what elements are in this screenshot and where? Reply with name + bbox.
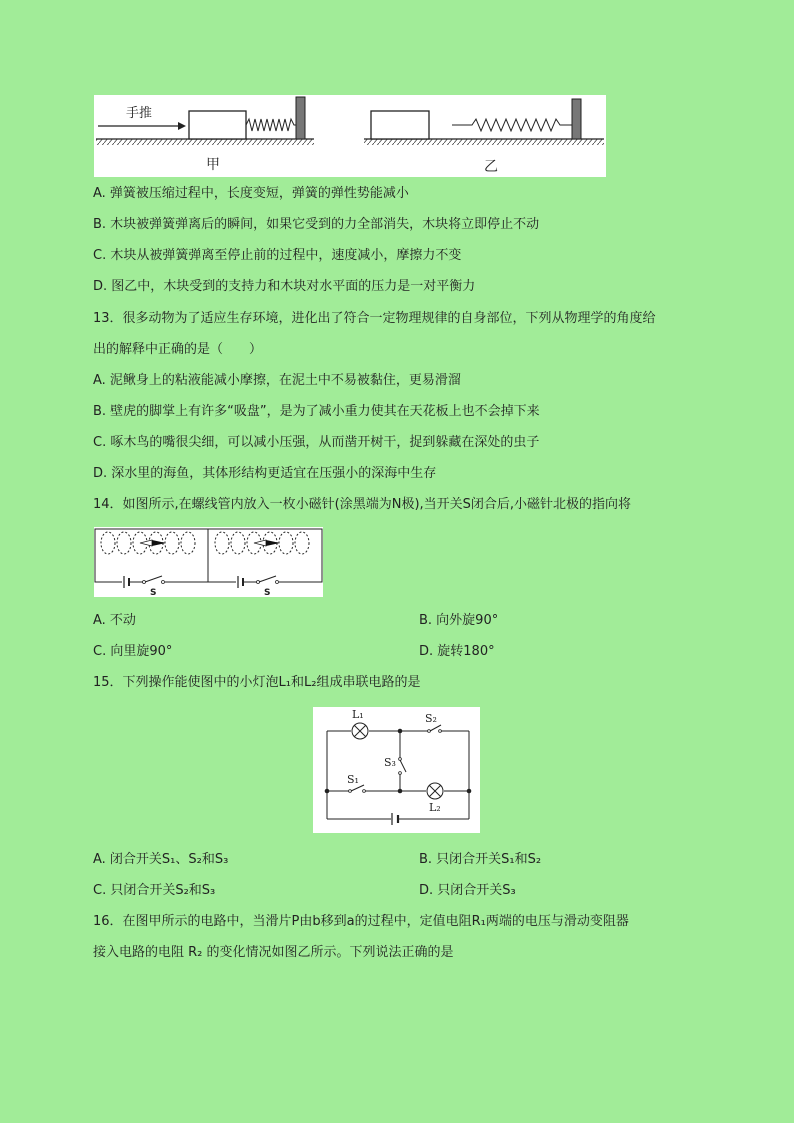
push-label: 手推 (126, 106, 153, 121)
q12-option-c: C. 木块从被弹簧弹离至停止前的过程中，速度减小，摩擦力不变 (93, 248, 462, 263)
q13-option-c: C. 啄木鸟的嘴很尖细，可以减小压强，从而凿开树干，捉到躲藏在深处的虫子 (93, 435, 540, 450)
switch-s3 (399, 758, 406, 775)
q15-option-d: D. 只闭合开关S₃ (419, 883, 516, 898)
q16-stem-line2: 接入电路的电阻 R₂ 的变化情况如图乙所示。下列说法正确的是 (93, 945, 454, 960)
spring-relaxed (452, 119, 572, 131)
q13-option-a: A. 泥鳅身上的粘液能减小摩擦，在泥土中不易被黏住，更易滑溜 (93, 373, 461, 388)
q12-option-d: D. 图乙中，木块受到的支持力和木块对水平面的压力是一对平衡力 (93, 279, 476, 294)
q14-option-b: B. 向外旋90° (419, 613, 499, 628)
label-jia: 甲 (206, 157, 220, 173)
label-l2: L₂ (429, 801, 441, 814)
q14-option-c: C. 向里旋90° (93, 644, 173, 659)
lamp-l2 (427, 783, 443, 799)
q15-option-b: B. 只闭合开关S₁和S₂ (419, 852, 542, 867)
switch-s1 (349, 785, 366, 792)
q13-option-b: B. 壁虎的脚掌上有许多“吸盘”，是为了减小重力使其在天花板上也不会掉下来 (93, 404, 540, 419)
wall-a (296, 97, 305, 139)
label-s3: S₃ (384, 756, 396, 769)
q14-option-a: A. 不动 (93, 613, 136, 628)
q15-option-c: C. 只闭合开关S₂和S₃ (93, 883, 216, 898)
compass-needle-right (254, 540, 280, 546)
block-b (371, 111, 429, 139)
label-l1: L₁ (352, 708, 364, 721)
switch-s2 (428, 725, 442, 732)
battery (392, 813, 398, 825)
compass-needle-left (140, 540, 166, 546)
q12-option-b: B. 木块被弹簧弹离后的瞬间，如果它受到的力全部消失，木块将立即停止不动 (93, 217, 540, 232)
spring-block-figure (94, 95, 606, 177)
circuit-figure (313, 707, 480, 833)
lamp-l1 (352, 723, 368, 739)
label-s2: S₂ (425, 712, 437, 725)
q15-stem: 15．下列操作能使图中的小灯泡L₁和L₂组成串联电路的是 (93, 675, 421, 690)
q14-stem: 14．如图所示,在螺线管内放入一枚小磁针(涂黑端为N极),当开关S闭合后,小磁针北极的指向将 (93, 497, 632, 512)
q12-option-a: A. 弹簧被压缩过程中，长度变短，弹簧的弹性势能减小 (93, 186, 409, 201)
label-s1: S₁ (347, 773, 359, 786)
label-yi: 乙 (484, 159, 498, 175)
spring-compressed (246, 119, 296, 131)
q13-option-d: D. 深水里的海鱼，其体形结构更适宜在压强小的深海中生存 (93, 466, 437, 481)
q13-stem-line2: 出的解释中正确的是（ ） (93, 342, 263, 357)
solenoid-figure (94, 527, 323, 597)
q15-option-a: A. 闭合开关S₁、S₂和S₃ (93, 852, 229, 867)
q16-stem-line1: 16．在图甲所示的电路中，当滑片P由b移到a的过程中，定值电阻R₁两端的电压与滑动变阻器 (93, 914, 629, 929)
block-a (189, 111, 246, 139)
q14-option-d: D. 旋转180° (419, 644, 495, 659)
switch-label-right: S (264, 588, 271, 597)
q13-stem-line1: 13．很多动物为了适应生存环境，进化出了符合一定物理规律的自身部位，下列从物理学的角度给 (93, 311, 656, 326)
switch-label-left: S (150, 588, 157, 597)
wall-b (572, 99, 581, 139)
